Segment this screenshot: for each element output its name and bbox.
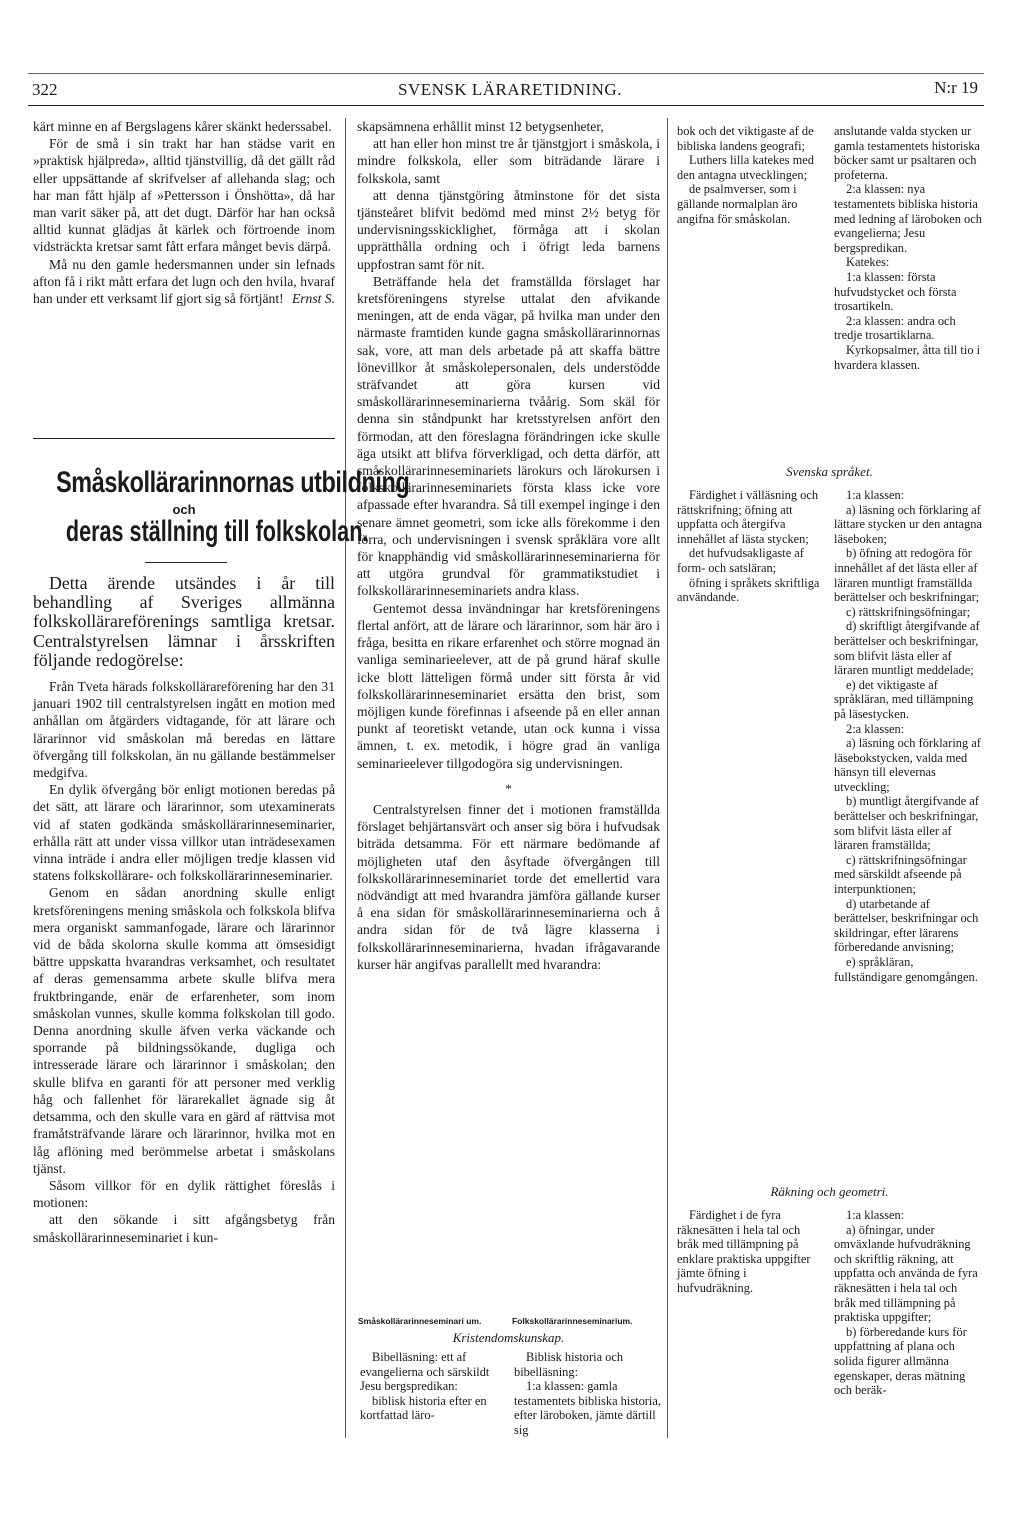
- section-heading-rakning: Räkning och geometri.: [770, 1184, 889, 1199]
- paragraph: Genom en sådan anordning skulle enligt kretsföreningens mening småskola och folkskola blifva mera organiskt sammanfogade, lärare och lärarinnor vid de båda skolorna skulle komma att ömsesidigt bättre uppskatta hvarandras verksamhet, och resultatet af deras gemensamma arbete skulle blifva mera fruktbringande, enär de erfarenheter, som inom småskolan vunnes, skulle komma folkskolan till godo. Denna anordning skulle äfven verka väckande och sporrande på bildningssökande, dugliga och intresserade lärare och lärarinnor i småskolan; den skulle blifva en garanti för att personer med verklig håg och fallenhet för lärarekallet ägnade sig åt detsamma, och den skulle vara en gärd af rättvisa mot framåtsträfvande lärare och lärarinnor, hvilka mot en låg aflöning med berömmelse arbetat i småskolans tjänst.: [33, 885, 335, 1176]
- paragraph: e) språkläran, fullständigare genomgången.: [834, 955, 978, 984]
- paragraph: öfning i språkets skriftliga användande.: [677, 575, 820, 605]
- paragraph: En dylik öfvergång bör enligt motionen beredas på det sätt, att lärare och lärarinnor, som utexaminerats vid af staten godkända småskollärarinneseminarier, erhålla rätt att under vissa villkor utan inträdesexamen vinna inträde i andra eller möjligen tredje klassen vid statens folkskollärare- och folkskollärarinneseminarier.: [33, 782, 335, 884]
- paragraph: 2:a klassen: andra och tredje trosartiklarna.: [834, 313, 956, 343]
- paragraph: att den sökande i sitt afgångsbetyg från småskollärarinneseminariet i kun-: [33, 1212, 335, 1245]
- paragraph: Från Tveta härads folkskollärareförening har den 31 januari 1902 till centralstyrelsen ingått en motion med anhållan om åtgärders vidtagande, för att lärare och lärarinnor vid småskolan må beredas en lättare öfvergång till folkskolan, än nu gällande bestämmelser medgifva.: [33, 679, 335, 781]
- paragraph: Gentemot dessa invändningar har kretsföreningens flertal anfört, att de lärare och lärarinnor, som här äro i fråga, besitta en rikare erfarenhet och större mognad än vanliga seminarieelever, att de på grund häraf skulle icke blott lätteligen förmå under sitt första år vid folkskollärarinneseminariet ersätta den brist, som möjligen kunde förefinnas i afseende på en eller annan punkt af teoretiskt vetande, utan ock kunna i vissa ämnen, t. ex. metodik, i högre grad än vanliga seminarieelever tillgodogöra sig undervisningen.: [357, 600, 660, 771]
- journal-title: SVENSK LÄRARETIDNING.: [398, 80, 622, 99]
- column-1-top: [33, 118, 335, 307]
- column-1-article: [33, 574, 335, 1246]
- paragraph: att han eller hon minst tre år tjänstgjort i småskola, i mindre folkskola, eller som biträdande lärare i folkskola, samt: [357, 136, 660, 186]
- table-header-right: Folkskollärarinneseminarium.: [512, 1316, 633, 1326]
- paragraph: bok och det viktigaste af de bibliska landens geografi;: [677, 124, 814, 153]
- table-header-left: Småskollärarinneseminari um.: [358, 1316, 482, 1326]
- paragraph: Biblisk historia och bibelläsning:: [514, 1350, 624, 1379]
- article-subtitle: deras ställning till folkskolan.: [65, 515, 369, 548]
- paragraph: 1:a klassen:: [846, 488, 905, 502]
- paragraph: att denna tjänstgöring åtminstone för det sista tjänsteåret blifvit bedömd med minst 2½ betyg för undervisningsskicklighet, förmåga att i skolan upprätthålla ordning och i öfrigt leda barnens uppfostran samt för nit.: [357, 187, 660, 272]
- paragraph: 1:a klassen: gamla testamentets bibliska historia, efter läroboken, jämte därtill sig: [514, 1379, 661, 1437]
- paragraph: Färdighet i de fyra räknesätten i hela tal och bråk med tillämpning på enklare praktiska uppgifter jämte öfning i hufvudräkning.: [677, 1208, 811, 1295]
- paragraph: c) rättskrifningsöfningar med särskildt afseende på interpunktionen;: [834, 852, 967, 897]
- paragraph: Luthers lilla katekes med den antagna utvecklingen;: [677, 153, 814, 182]
- paragraph: Må nu den gamle hedersmannen under sin lefnads afton få i rikt mått erfara det lugn och den hvila, hvaraf han under ett verksamt lif gjort sig så förtjänt!: [33, 256, 335, 307]
- kristendom-left: [360, 1350, 508, 1423]
- paragraph: d) skriftligt återgifvande af berättelser och beskrifningar, som blifvit lästa eller af läraren muntligt meddelade;: [834, 619, 980, 678]
- kristendom-right-cont: [834, 124, 982, 372]
- paragraph: e) det viktigaste af språkläran, med tillämpning på läsestycken.: [834, 677, 974, 721]
- paragraph: de psalmverser, som i gällande normalplan äro angifna för småskolan.: [677, 182, 798, 226]
- paragraph: Kyrkopsalmer, åtta till tio i hvardera klassen.: [834, 342, 981, 372]
- article-title-block: [20, 466, 410, 549]
- rakning-left: [677, 1208, 825, 1296]
- paragraph: Centralstyrelsen finner det i motionen framställda förslaget behjärtansvärt och anser sig böra i hufvudsak biträda detsamma. För ett närmare bedömande af möjligheten utaf den åsyftade öfvergången till folkskollärarinneseminariet torde det emellertid vara nödvändigt att med hvarandra jämföra gällande kurser å ena sidan för småskollärarinneseminarierna och å andra sidan för de två lägre klasserna i folkskollärarinneseminarierna, hvadan ifrågavarande kurser här angifvas parallellt med hvarandra:: [357, 801, 660, 972]
- kristendom-left-cont: [677, 124, 825, 226]
- paragraph: a) läsning och förklaring af läsebokstycken, valda med hänsyn till elevernas utveckling;: [834, 736, 981, 794]
- paragraph: 2:a klassen: nya testamentets bibliska historia med ledning af läroboken och evangelierna; Jesu bergspredikan.: [834, 182, 982, 255]
- paragraph: För de små i sin trakt har han städse varit en »praktisk hjälpreda», alltid tjänstvillig, då det gällt råd eller uppsättande af skrifvelser af allehanda slag; och har man fått hjälp af »Pettersson i Önshötta», då har man varit säker på, att det dugt. Därför har han också alltid kunnat glädjas åt kärlek och förtroende inom vidsträckta kretsar samt fått erfara månget bevis därpå.: [33, 136, 335, 255]
- article-title-och: och: [172, 502, 196, 517]
- paragraph: 1:a klassen: första hufvudstycket och första trosartikeln.: [834, 269, 957, 314]
- signature: Ernst S.: [291, 291, 335, 307]
- paragraph: anslutande valda stycken ur gamla testamentets historiska böcker samt ur psaltaren och profeterna.: [834, 124, 980, 182]
- paragraph: b) förberedande kurs för uppfattning af plana och solida figurer allmänna egenskaper, deras mätning och beräk-: [834, 1324, 967, 1398]
- column-2: [357, 118, 660, 973]
- paragraph: skapsämnena erhållit minst 12 betygsenheter,: [357, 119, 604, 134]
- section-heading-kristendom: Kristendomskunskap.: [452, 1330, 565, 1345]
- column-divider-2: [667, 118, 668, 1438]
- paragraph: b) muntligt återgifvande af berättelser och beskrifningar, som blifvit lästa eller af läraren framställda;: [834, 794, 979, 853]
- issue-number: N:r 19: [934, 78, 978, 97]
- paragraph: 2:a klassen:: [846, 721, 905, 736]
- svenska-left: [677, 488, 825, 605]
- paragraph: Beträffande hela det framställda förslaget har kretsföreningens styrelse uttalat den afvikande meningen, att de enda vägar, på hvilka man under den närmaste framtiden kunde gagna småskollärarinnornas sak, vore, att man dels arbetade på att skaffa bättre lönevillkor åt småskolepersonalen, dels understödde sträfvandet att göra kursen vid småskollärarinneseminarierna tvåårig. Som skäl för denna sin ståndpunkt har kretsstyrelsen anfört den förmodan, att den föreslagna förändringen icke skulle äga utsikt att blifva förverkligad, och detta därför, att småskollärarinneseminariets lärokurs och lärokursen i folkskollärarinneseminariets första klass icke vore afpassade efter hvarandra. Så till exempel inginge i den senare ämnet geometri, som icke alls förekomme i den förra, och undervisningen i svensk språklära vore allt för knapphändig vid småskollärarinneseminarierna för att utgöra grundval för grammatikstudiet i folkskollärarinneseminariets andra klass.: [357, 273, 660, 599]
- header-rule: [28, 105, 984, 106]
- paragraph: b) öfning att redogöra för innehållet af det lästa eller af läraren muntligt framställda berättelser och beskrifningar;: [834, 546, 980, 605]
- paragraph: Bibelläsning: ett af evangelierna och särskildt Jesu bergspredikan:: [360, 1350, 490, 1394]
- section-separator: *: [505, 780, 512, 796]
- paragraph: det hufvudsakligaste af form- och satsläran;: [677, 546, 804, 575]
- paragraph: 1:a klassen:: [846, 1208, 905, 1222]
- title-rule: [145, 562, 227, 563]
- article-rule: [33, 438, 335, 439]
- paragraph: d) utarbetande af berättelser, beskrifningar och skildringar, efter lärarens förberedande anvisning;: [834, 896, 979, 955]
- section-heading-svenska: Svenska språket.: [786, 464, 873, 479]
- rakning-right: [834, 1208, 982, 1398]
- paragraph: Färdighet i välläsning och rättskrifning; öfning att uppfatta och återgifva innehållet af lästa stycken;: [677, 488, 819, 546]
- paragraph: Såsom villkor för en dylik rättighet föreslås i motionen:: [33, 1177, 335, 1211]
- paragraph: a) öfningar, under omväxlande hufvudräkning och skriftlig räkning, att uppfatta och använda de fyra räknesätten i hela tal och bråk med tillämpning på praktiska uppgifter;: [834, 1222, 978, 1325]
- paragraph: Katekes:: [846, 255, 890, 270]
- article-title: Småskollärarinnornas utbildning: [56, 466, 410, 499]
- top-rule: [28, 73, 984, 74]
- kristendom-right: [514, 1350, 662, 1438]
- page-number: 322: [32, 80, 58, 99]
- intro-paragraph: Detta ärende utsändes i år till behandling af Sveriges allmänna folkskollärareförenings samtliga kretsar. Centralstyrelsen lämnar i årsskriften följande redogörelse:: [33, 573, 335, 670]
- paragraph: biblisk historia efter en kortfattad läro-: [360, 1393, 487, 1423]
- paragraph: c) rättskrifningsöfningar;: [846, 604, 971, 619]
- svenska-right: [834, 488, 982, 984]
- paragraph: kärt minne en af Bergslagens kårer skänkt hederssabel.: [33, 119, 332, 134]
- paragraph: a) läsning och förklaring af lättare stycken ur den antagna läseboken;: [834, 502, 982, 546]
- column-divider-1: [345, 118, 346, 1438]
